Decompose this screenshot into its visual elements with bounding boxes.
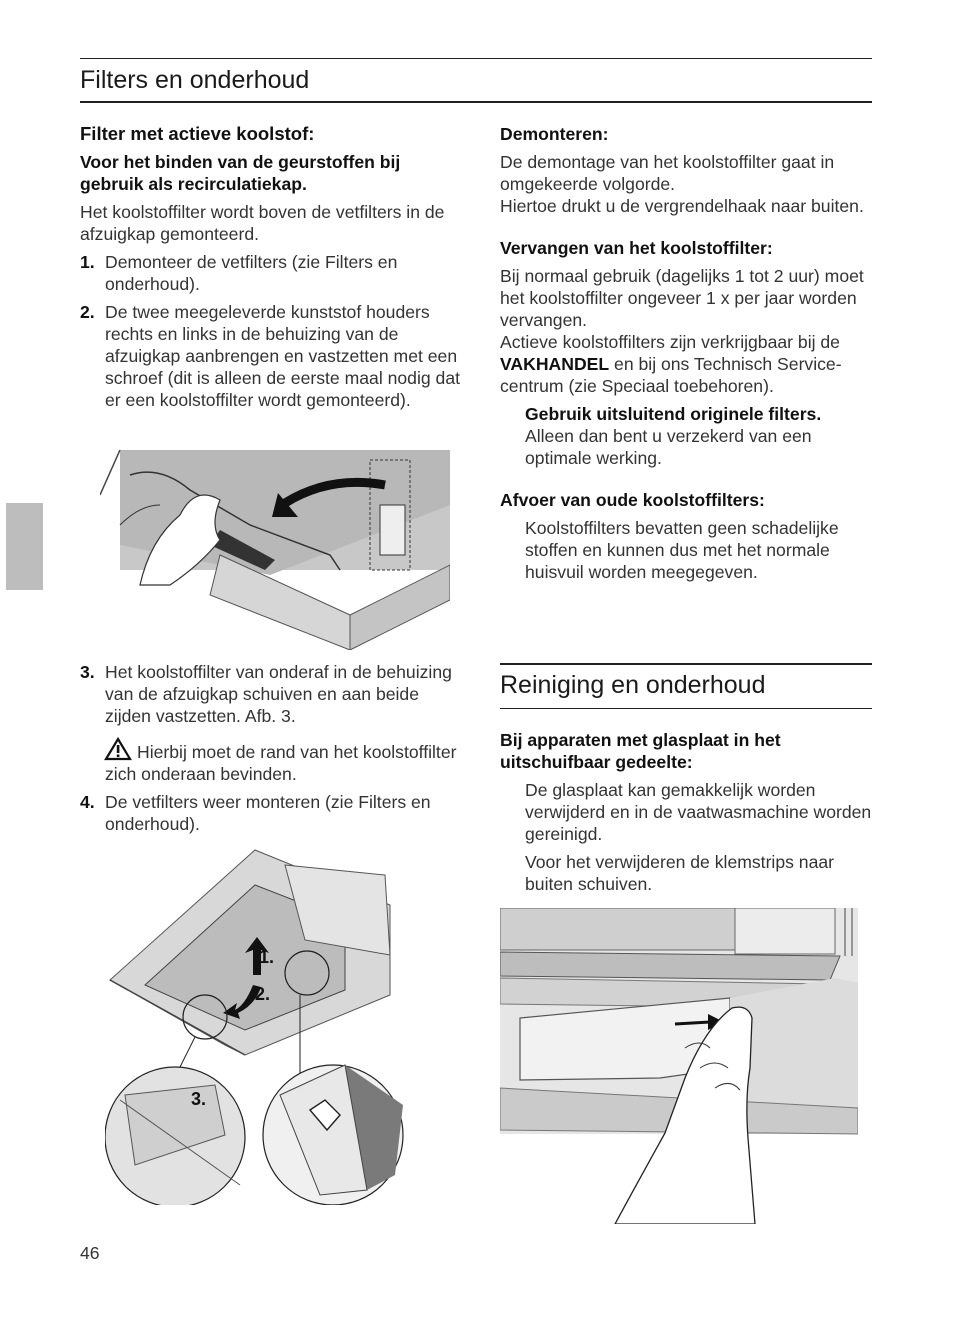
step-3-text: Het koolstoffilter van onderaf in de behuizing van de afzuigkap schuiven en aan beide zijden vastzetten. Afb. 3.	[105, 662, 452, 726]
step-3	[80, 661, 460, 727]
page-title: Filters en onderhoud	[80, 66, 310, 94]
left-column-top	[80, 123, 460, 411]
figure-label-1: 1.	[259, 947, 275, 967]
step-1-number: 1.	[80, 252, 95, 272]
koolstof-heading: Filter met actieve koolstof:	[80, 123, 315, 144]
glasplaat-text-1: De glasplaat kan gemakkelijk worden verwijderd en in de vaatwasmachine worden gereinigd.	[525, 780, 872, 844]
figure-holder-mounting	[100, 445, 450, 650]
step-1	[80, 251, 460, 295]
originele-filters-note	[500, 403, 872, 469]
vervangen-text-2-a: Actieve koolstoffilters zijn verkrijgbaar bij de	[500, 332, 840, 352]
step-2	[80, 301, 460, 411]
left-column-bottom	[80, 661, 460, 835]
afvoer-text: Koolstoffilters bevatten geen schadelijke stoffen en kunnen dus met het normale huisvuil worden meegegeven.	[525, 518, 839, 582]
figure-filter-insertion	[105, 845, 405, 1205]
figure-glass-removal	[500, 908, 858, 1224]
title-underline	[80, 101, 872, 103]
right-column-bottom	[500, 729, 872, 895]
note-text: Alleen dan bent u verzekerd van een optimale werking.	[525, 426, 812, 468]
warning-text: Hierbij moet de rand van het koolstoffilter zich onderaan bevinden.	[105, 742, 457, 784]
vervangen-text-2-c: en bij ons Technisch Service-centrum (zie Speciaal toebehoren).	[500, 354, 842, 396]
step-4	[80, 791, 460, 835]
afvoer-heading: Afvoer van oude koolstoffilters:	[500, 490, 765, 510]
section2-title: Reiniging en onderhoud	[500, 671, 766, 699]
glasplaat-heading: Bij apparaten met glasplaat in het uitschuifbaar gedeelte:	[500, 730, 781, 772]
note-bold: Gebruik uitsluitend originele filters.	[525, 404, 822, 424]
figure-label-3: 3.	[191, 1089, 207, 1109]
vakhandel: VAKHANDEL	[500, 354, 610, 374]
intro-bold: Voor het binden van de geurstoffen bij gebruik als recirculatiekap.	[80, 152, 401, 194]
warning-note	[80, 741, 460, 785]
step-3-number: 3.	[80, 662, 95, 682]
vervangen-heading: Vervangen van het koolstoffilter:	[500, 238, 773, 258]
step-4-number: 4.	[80, 792, 95, 812]
intro-text: Het koolstoffilter wordt boven de vetfilters in de afzuigkap gemonteerd.	[80, 202, 445, 244]
figure-label-2: 2.	[255, 984, 271, 1004]
warning-icon	[104, 737, 132, 761]
step-1-text: Demonteer de vetfilters (zie Filters en onderhoud).	[105, 252, 398, 294]
demonteren-text-2: Hiertoe drukt u de vergrendelhaak naar buiten.	[500, 196, 864, 216]
vervangen-text-2	[500, 331, 872, 397]
step-2-text: De twee meegeleverde kunststof houders rechts en links in de behuizing van de afzuigkap aanbrengen en vastzetten met een schroef (dit is alleen de eerste maal nodig dat er een koolstoffilter wordt gemonteerd).	[105, 302, 461, 410]
top-rule	[80, 58, 872, 59]
section2-underline	[500, 708, 872, 709]
chapter-tab	[6, 503, 43, 590]
demonteren-text: De demontage van het koolstoffilter gaat in omgekeerde volgorde.	[500, 152, 835, 194]
right-column-top	[500, 123, 872, 583]
vervangen-text: Bij normaal gebruik (dagelijks 1 tot 2 uur) moet het koolstoffilter ongeveer 1 x per jaar worden vervangen.	[500, 266, 864, 330]
demonteren-heading: Demonteren:	[500, 124, 609, 144]
glasplaat-text-2: Voor het verwijderen de klemstrips naar buiten schuiven.	[525, 852, 835, 894]
step-4-text: De vetfilters weer monteren (zie Filters en onderhoud).	[105, 792, 431, 834]
section2-top-rule	[500, 663, 872, 665]
step-2-number: 2.	[80, 302, 95, 322]
page-number: 46	[80, 1243, 100, 1263]
